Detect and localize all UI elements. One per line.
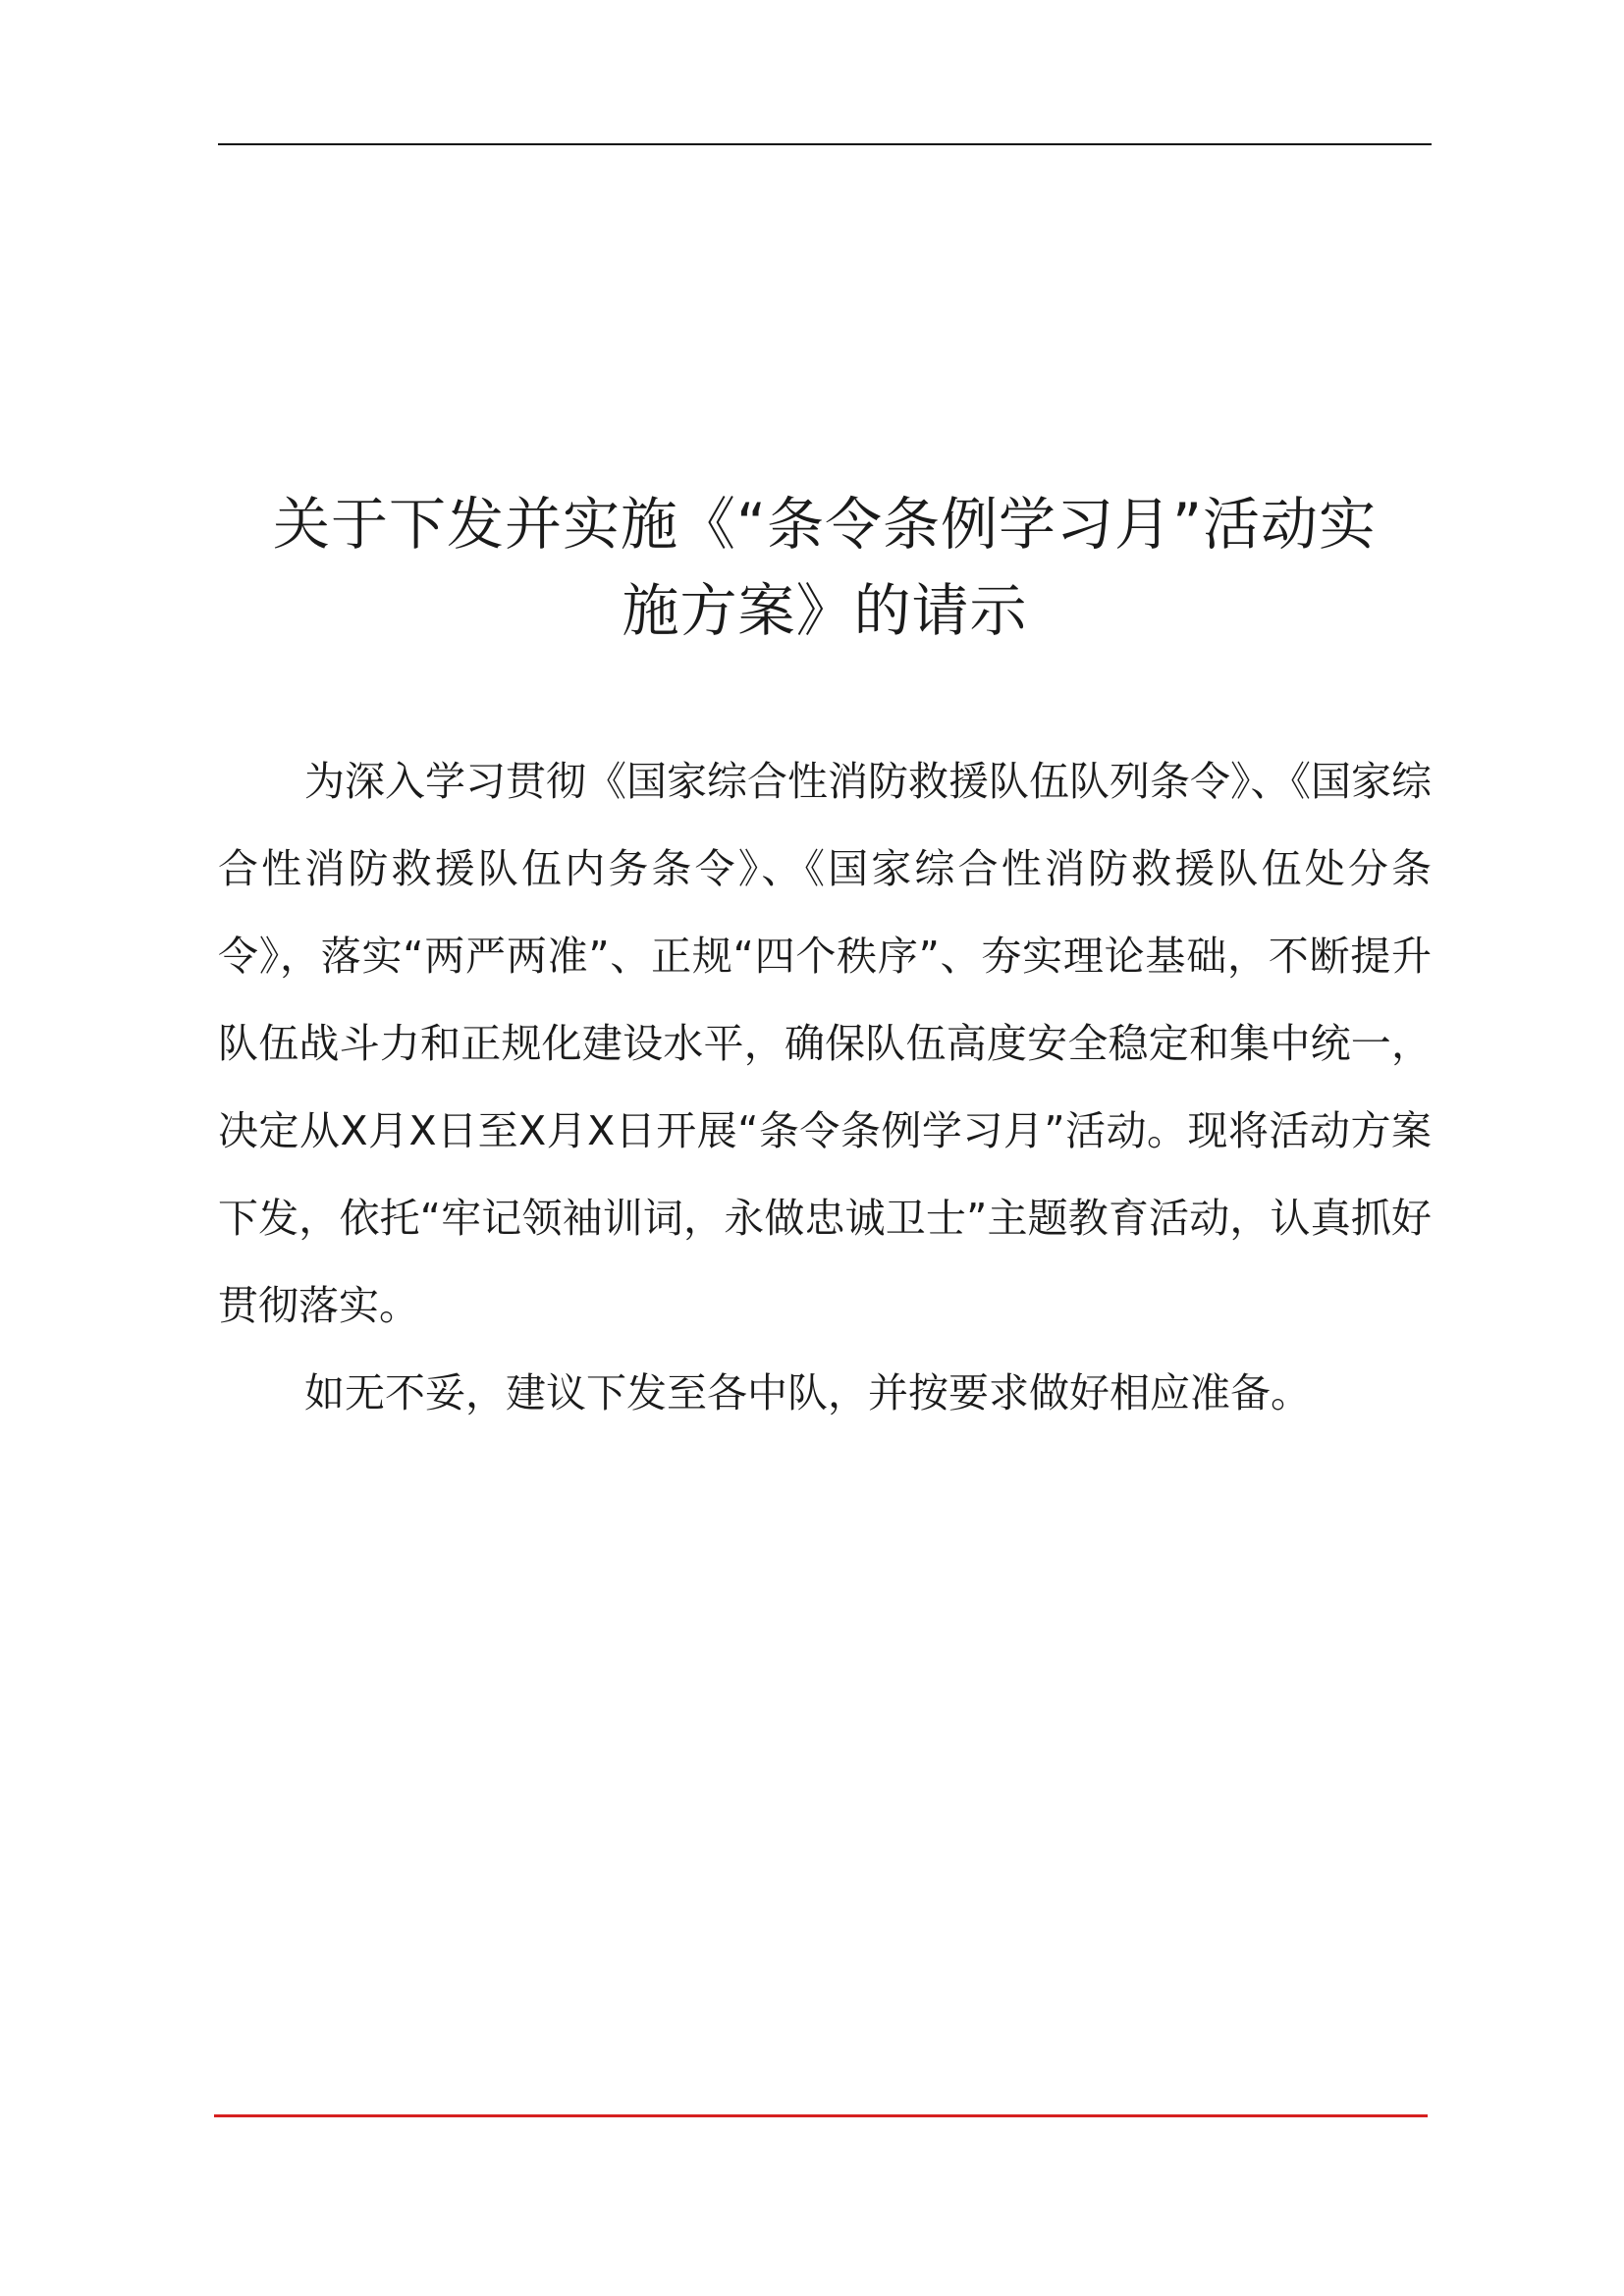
header-rule [218,143,1432,145]
footer-rule [214,2114,1428,2117]
title-line-1: 关于下发并实施《“条令条例学习月”活动实 [272,491,1378,558]
document-title [218,481,1432,654]
title-line-2: 施方案》的请示 [622,577,1028,644]
body-paragraph-2: 如无不妥，建议下发至各中队，并按要求做好相应准备。 [304,1369,1311,1416]
body-paragraph-1: 为深入学习贯彻《国家综合性消防救援队伍队列条令》、《国家综合性消防救援队伍内务条令》、《国家综合性消防救援队伍处分条令》，落实“两严两准”、正规“四个秩序”、夯实理论基础，不断提升队伍战斗力和正规化建设水平，确保队伍高度安全稳定和集中统一，决定从X月X日至X月X日开展“条令条例学习月”活动。现将活动方案下发，依托“牢记领袖训词，永做忠诚卫士”主题教育活动，认真抓好贯彻落实。 [218,758,1432,1329]
document-body [218,738,1432,1437]
